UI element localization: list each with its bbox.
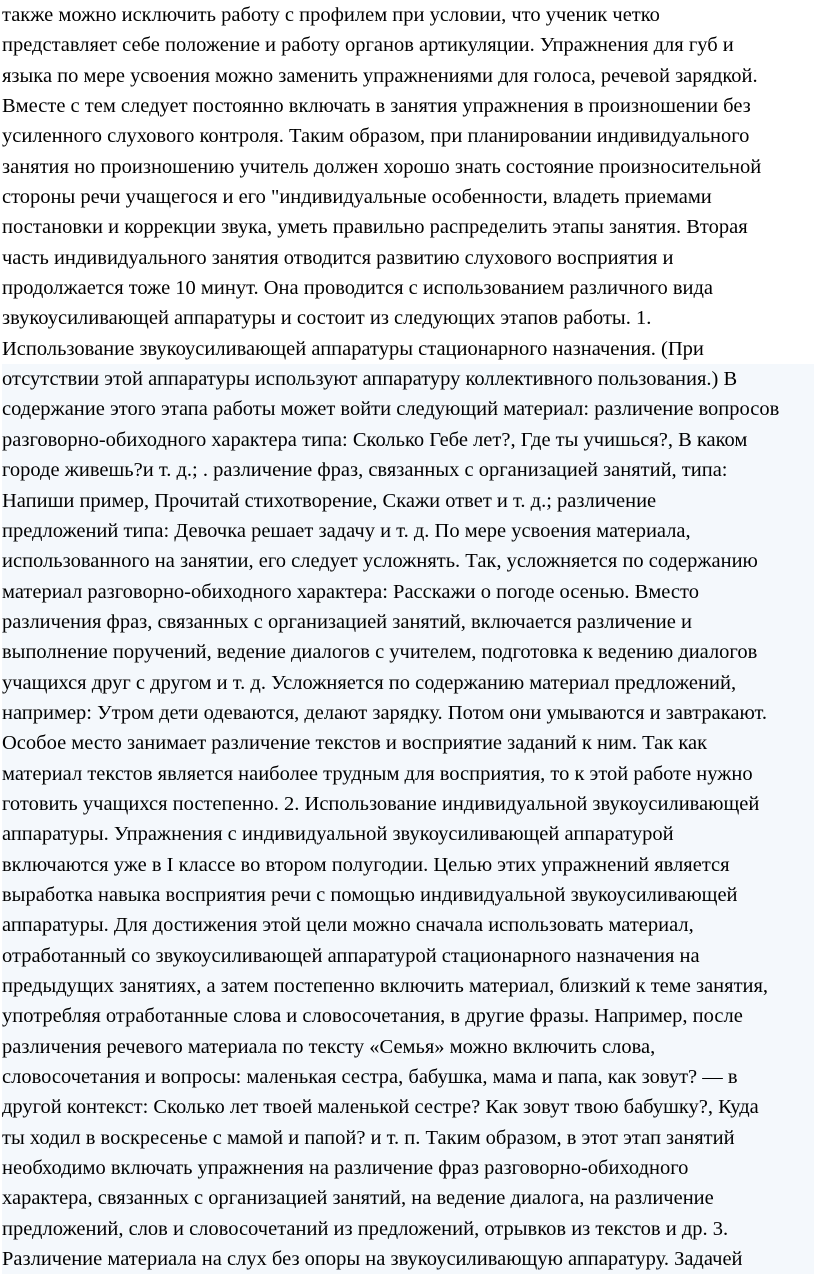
text-line: предложений, слов и словосочетаний из предложений, отрывков из текстов и др. 3. <box>2 1214 814 1244</box>
text-line: Вместе с тем следует постоянно включать в занятия упражнения в произношении без <box>2 95 751 118</box>
text-line: стороны речи учащегося и его "индивидуальные особенности, владеть приемами <box>2 186 712 209</box>
text-line: учащихся друг с другом и т. д. Усложняется по содержанию материал предложений, <box>2 668 814 698</box>
text-line: характера, связанных с организацией занятий, на ведение диалога, на различение <box>2 1183 814 1213</box>
text-line: готовить учащихся постепенно. 2. Использование индивидуальной звукоусиливающей <box>2 789 814 819</box>
text-line: постановки и коррекции звука, уметь правильно распределить этапы занятия. Вторая <box>2 216 748 239</box>
text-line: материал разговорно-обиходного характера: Расскажи о погоде осенью. Вместо <box>2 577 814 607</box>
text-line: усиленного слухового контроля. Таким образом, при планировании индивидуального <box>2 125 750 148</box>
text-line: продолжается тоже 10 минут. Она проводится с использованием различного вида <box>2 277 714 300</box>
text-line: аппаратуры. Для достижения этой цели можно сначала использовать материал, <box>2 910 814 940</box>
text-line: различения речевого материала по тексту «Семья» можно включить слова, <box>2 1032 814 1062</box>
document-text <box>2 0 814 1274</box>
text-line: другой контекст: Сколько лет твоей маленькой сестре? Как зовут твою бабушку?, Куда <box>2 1092 814 1122</box>
text-line: употребляя отработанные слова и словосочетания, в другие фразы. Например, после <box>2 1001 814 1031</box>
text-line: аппаратуры. Упражнения с индивидуальной звукоусиливающей аппаратурой <box>2 819 814 849</box>
text-line: занятия но произношению учитель должен хорошо знать состояние произносительной <box>2 155 762 178</box>
text-line: отсутствии этой аппаратуры используют аппаратуру коллективного пользования.) В <box>2 364 814 394</box>
text-line: словосочетания и вопросы: маленькая сестра, бабушка, мама и папа, как зовут? — в <box>2 1062 814 1092</box>
text-line: например: Утром дети одеваются, делают зарядку. Потом они умываются и завтракают. <box>2 698 814 728</box>
text-line: включаются уже в I классе во втором полугодии. Целью этих упражнений является <box>2 850 814 880</box>
text-line: также можно исключить работу с профилем при условии, что ученик четко <box>2 4 660 26</box>
text-line: городе живешь?и т. д.; . различение фраз, связанных с организацией занятий, типа: <box>2 455 814 485</box>
text-line: Использование звукоусиливающей аппаратуры стационарного назначения. (При <box>2 337 704 360</box>
text-line: ты ходил в воскресенье с мамой и папой? и т. п. Таким образом, в этот этап занятий <box>2 1123 814 1153</box>
text-line: содержание этого этапа работы может войти следующий материал: различение вопросов <box>2 394 814 424</box>
text-line: Различение материала на слух без опоры на звукоусиливающую аппаратуру. Задачей <box>2 1244 814 1274</box>
text-line: использованного на занятии, его следует усложнять. Так, усложняется по содержанию <box>2 546 814 576</box>
text-line: выработка навыка восприятия речи с помощью индивидуальной звукоусиливающей <box>2 880 814 910</box>
text-line: предыдущих занятиях, а затем постепенно включить материал, близкий к теме занятия, <box>2 971 814 1001</box>
text-line: звукоусиливающей аппаратуры и состоит из следующих этапов работы. 1. <box>2 307 652 330</box>
text-line: Особое место занимает различение текстов и восприятие заданий к ним. Так как <box>2 728 814 758</box>
text-line: различения фраз, связанных с организацией занятий, включается различение и <box>2 607 814 637</box>
text-line: выполнение поручений, ведение диалогов с учителем, подготовка к ведению диалогов <box>2 637 814 667</box>
text-line: разговорно-обиходного характера типа: Сколько Гебе лет?, Где ты учишься?, В каком <box>2 425 814 455</box>
text-line: языка по мере усвоения можно заменить упражнениями для голоса, речевой зарядкой. <box>2 64 758 87</box>
text-line: отработанный со звукоусиливающей аппаратурой стационарного назначения на <box>2 941 814 971</box>
text-line: необходимо включать упражнения на различение фраз разговорно-обиходного <box>2 1153 814 1183</box>
text-line: материал текстов является наиболее трудным для восприятия, то к этой работе нужно <box>2 759 814 789</box>
text-line: предложений типа: Девочка решает задачу и т. д. По мере усвоения материала, <box>2 516 814 546</box>
text-line: часть индивидуального занятия отводится развитию слухового восприятия и <box>2 246 674 269</box>
text-line: представляет себе положение и работу органов артикуляции. Упражнения для губ и <box>2 34 734 57</box>
text-line: Напиши пример, Прочитай стихотворение, Скажи ответ и т. д.; различение <box>2 486 814 516</box>
